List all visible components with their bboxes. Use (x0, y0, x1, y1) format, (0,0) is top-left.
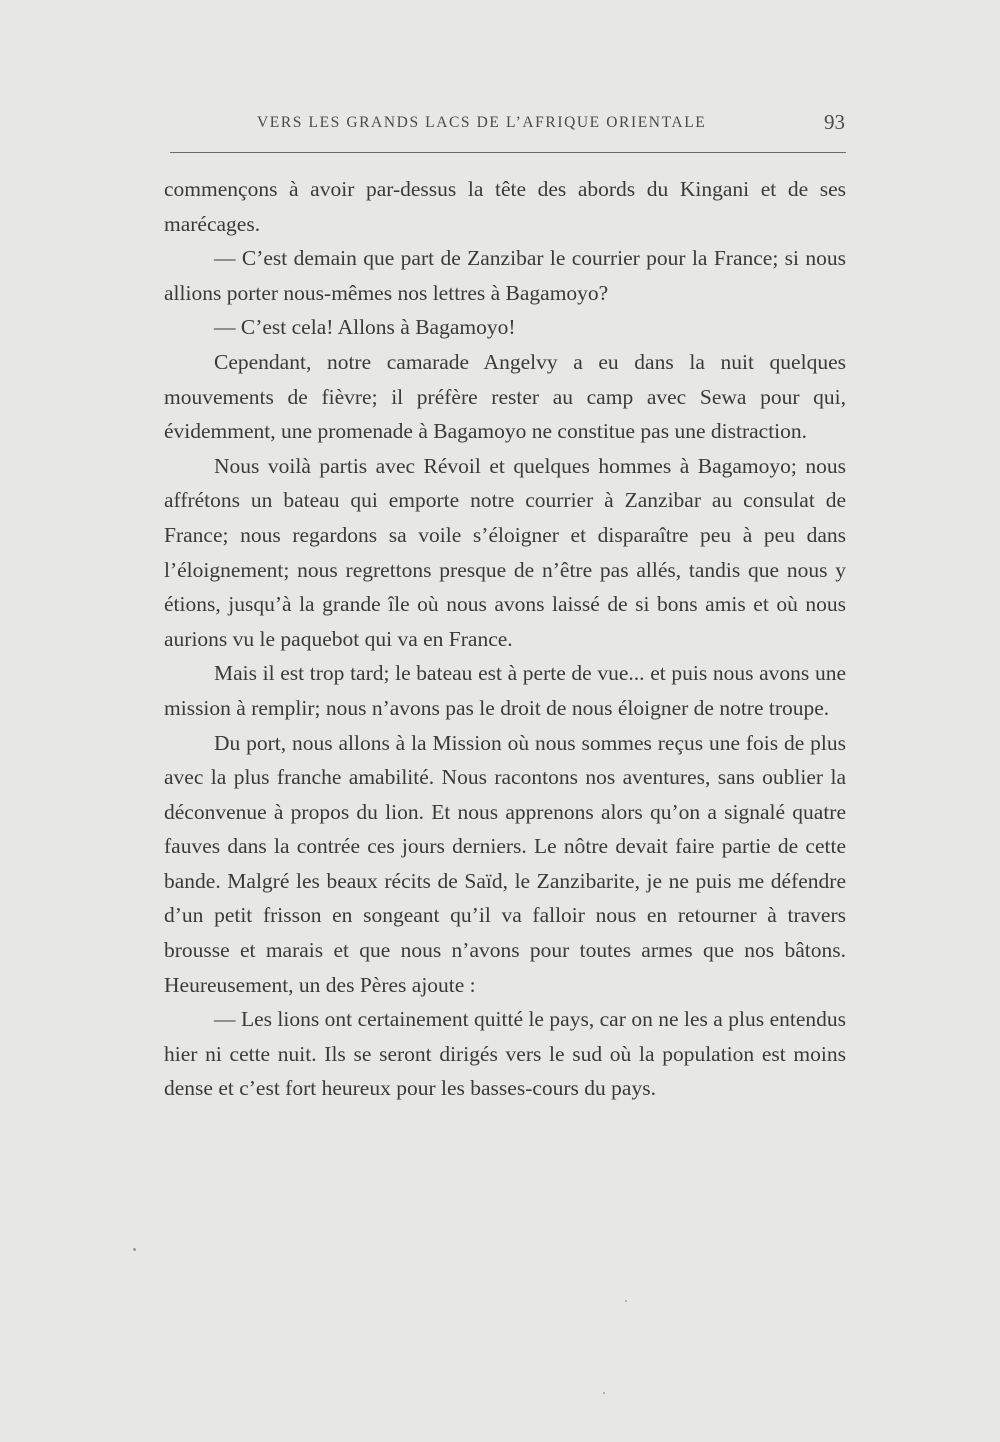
paragraph-2: — C’est demain que part de Zanzibar le courrier pour la France; si nous allions porter nous-mêmes nos lettres à Bagamoyo? (164, 246, 846, 305)
body-text (164, 172, 846, 1106)
paragraph-8: — Les lions ont certainement quitté le pays, car on ne les a plus entendus hier ni cette nuit. Ils se seront dirigés vers le sud où la population est moins dense et c’est fort heureux pour les basses-cours du pays. (164, 1007, 846, 1101)
paper-speck (625, 1300, 627, 1302)
paper-speck (133, 1248, 136, 1251)
paragraph-3: — C’est cela! Allons à Bagamoyo! (214, 315, 516, 340)
header-rule (170, 152, 846, 153)
running-title: VERS LES GRANDS LACS DE L’AFRIQUE ORIENTALE (257, 114, 707, 131)
paragraph-6: Mais il est trop tard; le bateau est à perte de vue... et puis nous avons une mission à remplir; nous n’avons pas le droit de nous éloigner de notre troupe. (164, 661, 846, 720)
running-head (165, 110, 845, 140)
paragraph-4: Cependant, notre camarade Angelvy a eu dans la nuit quelques mouvements de fièvre; il préfère rester au camp avec Sewa pour qui, évidemment, une promenade à Bagamoyo ne constitue pas une distraction. (164, 349, 846, 444)
page-number: 93 (824, 110, 845, 134)
paragraph-1: commençons à avoir par-dessus la tête des abords du Kingani et de ses marécages. (164, 177, 846, 236)
paragraph-5: Nous voilà partis avec Révoil et quelques hommes à Bagamoyo; nous affrétons un bateau qui emporte notre courrier à Zanzibar au consulat de France; nous regardons sa voile s’éloigner et disparaître peu à peu dans l’éloignement; nous regrettons presque de n’être pas allés, tandis que nous y étions, jusqu’à la grande île où nous avons laissé de si bons amis et où nous aurions vu le paquebot qui va en France. (164, 453, 846, 651)
paper-speck (603, 1392, 605, 1394)
paragraph-7: Du port, nous allons à la Mission où nous sommes reçus une fois de plus avec la plus franche amabilité. Nous racontons nos aventures, sans oublier la déconvenue à propos du lion. Et nous apprenons alors qu’on a signalé quatre fauves dans la contrée ces jours derniers. Le nôtre devait faire partie de cette bande. Malgré les beaux récits de Saïd, le Zanzibarite, je ne puis me défendre d’un petit frisson en songeant qu’il va falloir nous en retourner à travers brousse et marais et que nous n’avons pour toutes armes que nos bâtons. Heureusement, un des Pères ajoute : (164, 730, 846, 997)
